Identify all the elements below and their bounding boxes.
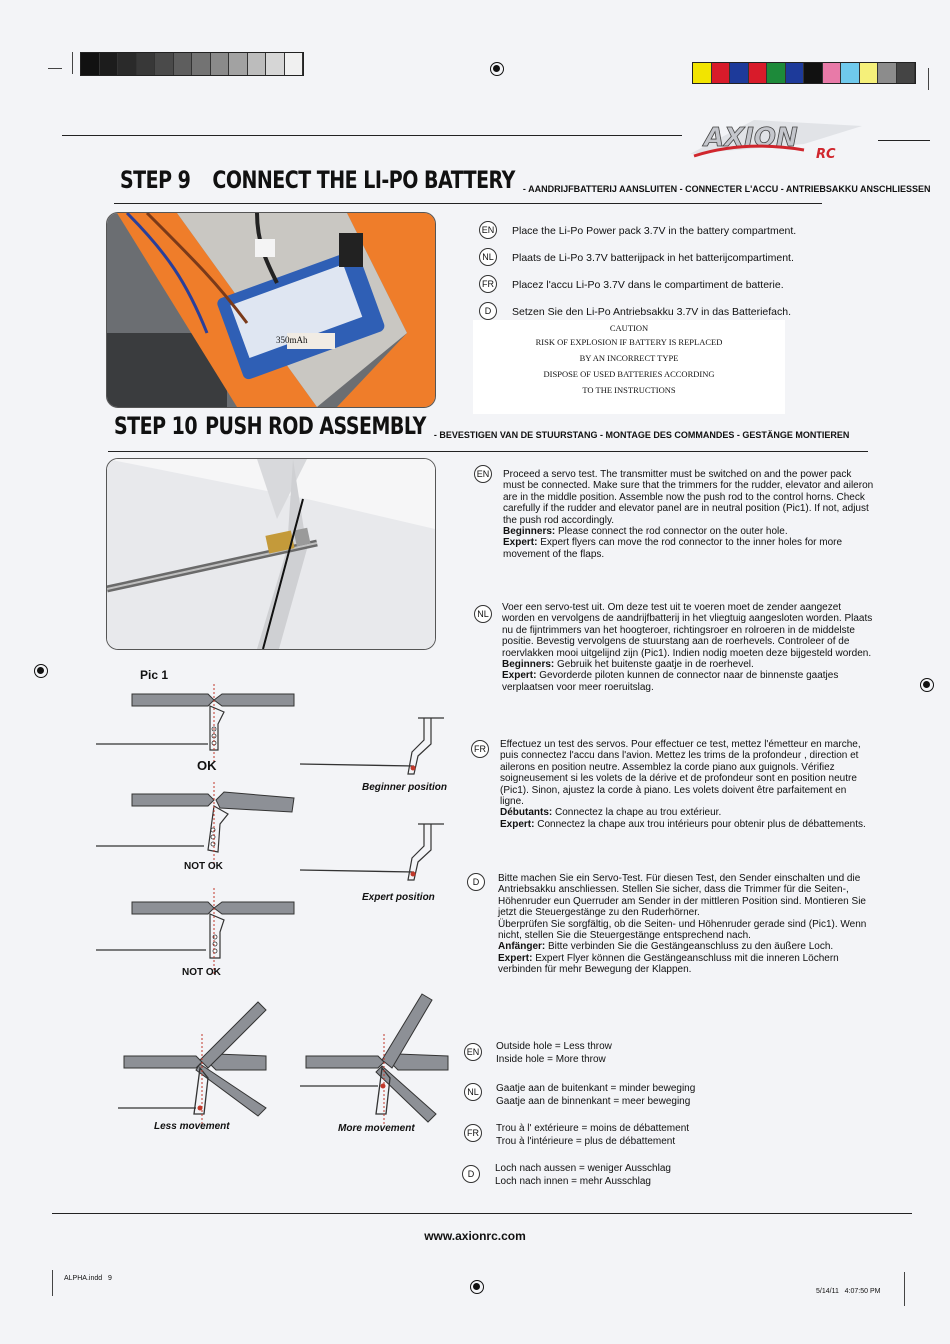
text-body: Bitte machen Sie ein Servo-Test. Für diesen Test, den Sender einschalten und die Antriebsakku anschliessen. Stellen Sie sicher, dass die Trimmer für die Seiten-, Höhenruder eun Querruder am Sender in der mittleren Position sind. Montieren Sie jetzt die Steuergestänge zu den Ruderhörner. bbox=[498, 873, 866, 919]
lang-badge-d: D bbox=[467, 873, 485, 891]
control-surface-diagrams bbox=[96, 684, 478, 1142]
step9-heading bbox=[120, 166, 931, 194]
step9-rule bbox=[114, 203, 822, 204]
footer-timestamp: 5/14/11 4:07:50 PM bbox=[816, 1288, 881, 1295]
pic1-label: Pic 1 bbox=[140, 668, 169, 682]
color-swatch bbox=[823, 63, 842, 83]
gray-swatch bbox=[211, 53, 230, 75]
step10-text-nl bbox=[502, 602, 874, 693]
step9-number: STEP 9 bbox=[120, 166, 191, 194]
color-swatch bbox=[878, 63, 897, 83]
gray-swatch bbox=[248, 53, 267, 75]
step9-title: CONNECT THE LI-PO BATTERY bbox=[212, 166, 515, 194]
registration-mark-icon bbox=[490, 62, 504, 76]
beginners-label: Beginners: bbox=[502, 659, 555, 671]
text-body: Voer een servo-test uit. Om deze test uit te voeren moet de zender aangezet worden en vervolgens de aandrijfbatterij in het vliegtuig aangesloten worden. Plaats nu de fijntrimmers van het hoogteroer, richtingsroer en rolroeren in de middelste positie. Bevestig vervolgens de stuurstang aan de roerhevels. Controleer of de roervlakken mooi uitgelijnd zijn (Pic1). Indien nodig moeten deze bijgesteld worden. bbox=[502, 602, 873, 659]
color-calibration-bar bbox=[692, 62, 916, 84]
step10-heading bbox=[114, 412, 850, 440]
step10-subtitle: - BEVESTIGEN VAN DE STUURSTANG - MONTAGE DES COMMANDES - GESTÄNGE MONTIEREN bbox=[433, 430, 850, 440]
expert-label: Expert: bbox=[500, 818, 535, 830]
hole-note-d bbox=[495, 1162, 671, 1188]
step9-instruction-nl: Plaats de Li-Po 3.7V batterijpack in het batterijcompartiment. bbox=[512, 252, 794, 264]
lang-badge-d: D bbox=[462, 1165, 480, 1183]
beginners-text: Please connect the rod connector on the outer hole. bbox=[555, 526, 788, 538]
beginners-label: Beginners: bbox=[503, 526, 556, 538]
color-swatch bbox=[730, 63, 749, 83]
logo-name: AXION bbox=[704, 123, 798, 153]
beginners-text: Gebruik het buitenste gaatje in de roerhevel. bbox=[554, 659, 754, 671]
header-rule bbox=[62, 135, 682, 136]
color-swatch bbox=[749, 63, 768, 83]
registration-mark-icon bbox=[920, 678, 934, 692]
hole-note-outside: Gaatje aan de buitenkant = minder beweging bbox=[496, 1083, 696, 1094]
step10-title: PUSH ROD ASSEMBLY bbox=[205, 412, 426, 440]
color-swatch bbox=[767, 63, 786, 83]
hole-note-outside: Outside hole = Less throw bbox=[496, 1041, 612, 1052]
caution-line: BY AN INCORRECT TYPE bbox=[579, 353, 679, 363]
text-body: Effectuez un test des servos. Pour effectuer ce test, mettez l'émetteur en marche, puis connectez l'accu dans l'avion. Mettez les trims de la profondeur , direction et ailerons en position neutre. Assemblez la corde piano aux guignols. Vérifiez soigneusement si les volets de la dérive et de profondeur sont en position neutre (Pic1). Sinon, ajustez la corde à piano. Les volets doivent être parfaitement en ligne. bbox=[500, 739, 861, 808]
registration-mark-icon bbox=[34, 664, 48, 678]
expert-text: Expert flyers can move the rod connector to the inner holes for more movement of the flaps. bbox=[503, 537, 843, 560]
lang-badge-fr: FR bbox=[464, 1124, 482, 1142]
gray-swatch bbox=[81, 53, 100, 75]
color-swatch bbox=[841, 63, 860, 83]
hole-note-nl bbox=[496, 1082, 695, 1108]
ok-label: OK bbox=[197, 758, 217, 773]
footer-file-name: ALPHA.indd 9 bbox=[64, 1275, 112, 1282]
expert-label: Expert: bbox=[498, 952, 533, 964]
expert-label: Expert: bbox=[502, 670, 537, 682]
gray-swatch bbox=[285, 53, 304, 75]
hole-note-inside: Inside hole = More throw bbox=[496, 1054, 606, 1065]
caution-line: RISK OF EXPLOSION IF BATTERY IS REPLACED bbox=[535, 337, 723, 347]
lang-badge-nl: NL bbox=[479, 248, 497, 266]
gray-swatch bbox=[118, 53, 137, 75]
push-rod-photo bbox=[106, 458, 436, 650]
color-swatch bbox=[786, 63, 805, 83]
caution-label bbox=[473, 320, 785, 414]
crop-mark bbox=[904, 1272, 905, 1306]
gray-swatch bbox=[137, 53, 156, 75]
lang-badge-en: EN bbox=[479, 221, 497, 239]
caution-line: CAUTION bbox=[609, 323, 649, 333]
gray-swatch bbox=[192, 53, 211, 75]
lang-badge-en: EN bbox=[474, 465, 492, 483]
lang-badge-fr: FR bbox=[471, 740, 489, 758]
expert-position-label: Expert position bbox=[362, 892, 435, 903]
text-body-2: Überprüfen Sie sorgfältig, ob die Seiten- und Höhenruder gerade sind (Pic1). Wenn nicht, stellen Sie die Steuergestänge entsprechend nach. bbox=[498, 918, 867, 942]
text-body: Proceed a servo test. The transmitter must be switched on and the power pack must be connected. Make sure that the trimmers for the rudder, elevator and aileron are in the middle position. Assemble now the push rod to the control horns. Check carefully if the rudder and elevator panel are in neutral position (Pic1). If not, adjust the push rod accordingly. bbox=[503, 469, 874, 526]
expert-text: Expert Flyer können die Gestängeanschluss mit die inneren Löchern verbinden für mehr Bewegung der Klappen. bbox=[498, 952, 839, 976]
color-swatch bbox=[897, 63, 916, 83]
lang-badge-nl: NL bbox=[464, 1083, 482, 1101]
step10-text-fr bbox=[500, 739, 872, 830]
hole-note-outside: Trou à l' extérieure = moins de débattement bbox=[496, 1123, 690, 1134]
color-swatch bbox=[860, 63, 879, 83]
grayscale-calibration-bar bbox=[80, 52, 304, 76]
step9-instruction-fr: Placez l'accu Li-Po 3.7V dans le compartiment de batterie. bbox=[512, 279, 784, 291]
step10-number: STEP 10 bbox=[114, 412, 198, 440]
caution-line: TO THE INSTRUCTIONS bbox=[582, 385, 676, 395]
beginner-position-label: Beginner position bbox=[362, 782, 447, 793]
step9-instruction-en: Place the Li-Po Power pack 3.7V in the battery compartment. bbox=[512, 225, 797, 237]
crop-mark bbox=[928, 68, 929, 90]
hole-note-inside: Gaatje aan de binnenkant = meer beweging bbox=[496, 1096, 691, 1107]
expert-label: Expert: bbox=[503, 537, 538, 549]
battery-label: 350mAh bbox=[276, 335, 308, 345]
beginners-text: Bitte verbinden Sie die Gestängeanschluss zu den äußere Loch. bbox=[545, 941, 834, 953]
hole-note-outside: Loch nach aussen = weniger Ausschlag bbox=[495, 1163, 671, 1174]
step10-rule bbox=[108, 451, 868, 452]
gray-swatch bbox=[100, 53, 119, 75]
lang-badge-en: EN bbox=[464, 1043, 482, 1061]
lang-badge-d: D bbox=[479, 302, 497, 320]
gray-swatch bbox=[229, 53, 248, 75]
step9-instruction-d: Setzen Sie den Li-Po Antriebsakku 3.7V in das Batteriefach. bbox=[512, 306, 792, 318]
crop-mark bbox=[52, 1270, 53, 1296]
logo-suffix: RC bbox=[816, 147, 836, 162]
expert-text: Gevorderde piloten kunnen de connector naar de binnenste gaatjes verplaatsen voor meer roeruitslag. bbox=[502, 670, 839, 693]
beginners-label: Anfänger: bbox=[498, 941, 546, 953]
crop-mark bbox=[72, 52, 73, 74]
hole-note-en bbox=[496, 1040, 612, 1066]
not-ok-label-1: NOT OK bbox=[184, 861, 223, 872]
color-swatch bbox=[712, 63, 731, 83]
gray-swatch bbox=[155, 53, 174, 75]
color-swatch bbox=[693, 63, 712, 83]
footer-rule bbox=[52, 1213, 912, 1214]
color-swatch bbox=[804, 63, 823, 83]
gray-swatch bbox=[174, 53, 193, 75]
hole-note-inside: Trou à l'intérieure = plus de débattement bbox=[496, 1136, 676, 1147]
footer-url[interactable]: www.axionrc.com bbox=[424, 1229, 526, 1243]
header-rule bbox=[878, 140, 930, 141]
hole-note-inside: Loch nach innen = mehr Ausschlag bbox=[495, 1176, 651, 1187]
less-movement-label: Less movement bbox=[154, 1121, 230, 1132]
expert-text: Connectez la chape aux trou intérieurs pour obtenir plus de débattements. bbox=[534, 818, 866, 830]
battery-compartment-photo bbox=[106, 212, 436, 408]
lang-badge-fr: FR bbox=[479, 275, 497, 293]
beginners-label: Débutants: bbox=[500, 807, 553, 819]
step10-text-en bbox=[503, 469, 875, 560]
step10-text-d bbox=[498, 873, 870, 976]
lang-badge-nl: NL bbox=[474, 605, 492, 623]
registration-mark-icon bbox=[470, 1280, 484, 1294]
not-ok-label-2: NOT OK bbox=[182, 967, 221, 978]
more-movement-label: More movement bbox=[338, 1123, 415, 1134]
hole-note-fr bbox=[496, 1122, 689, 1148]
caution-line: DISPOSE OF USED BATTERIES ACCORDING bbox=[543, 369, 715, 379]
crop-mark bbox=[48, 68, 62, 69]
gray-swatch bbox=[266, 53, 285, 75]
step9-subtitle: - AANDRIJFBATTERIJ AANSLUITEN - CONNECTER L'ACCU - ANTRIEBSAKKU ANSCHLIESSEN bbox=[522, 184, 931, 194]
axion-logo bbox=[684, 110, 876, 162]
beginners-text: Connectez la chape au trou extérieur. bbox=[552, 807, 722, 819]
